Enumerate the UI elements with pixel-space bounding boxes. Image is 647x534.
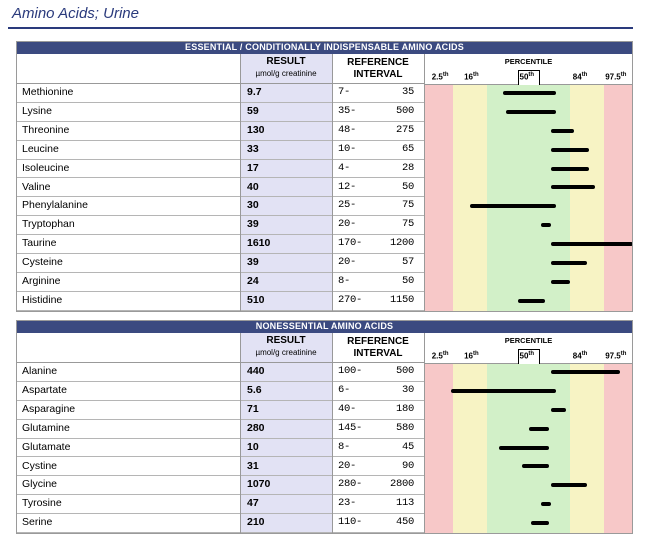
result-value: 33 — [247, 142, 259, 155]
reference-header-line1: REFERENCE — [347, 57, 409, 68]
reference-low: 100- — [338, 365, 363, 377]
reference-low: 6- — [338, 383, 351, 396]
percentile-tick-value: 16 — [464, 72, 474, 82]
reference-high: 45 — [401, 440, 414, 453]
report-title: Amino Acids; Urine — [12, 5, 139, 22]
reference-header-line2: INTERVAL — [353, 69, 403, 80]
analyte-name: Taurine — [22, 237, 57, 250]
result-value: 9.7 — [247, 86, 262, 98]
result-value: 280 — [247, 421, 265, 434]
analyte-name: Alanine — [22, 365, 58, 377]
reference-high: 1150 — [389, 293, 414, 306]
nonessential-amino-acids-panel — [16, 320, 633, 533]
result-header-label: RESULT — [266, 56, 306, 67]
analyte-name: Leucine — [22, 142, 59, 155]
reference-high: 75 — [401, 199, 414, 212]
reference-high: 450 — [395, 516, 414, 529]
reference-high: 580 — [395, 421, 414, 434]
reference-low: 20- — [338, 256, 357, 269]
reference-high: 500 — [395, 365, 414, 377]
result-value: 47 — [247, 497, 259, 510]
percentile-tick-suffix: th — [528, 351, 535, 357]
analyte-name: Tyrosine — [22, 497, 62, 510]
reference-low: 7- — [338, 86, 351, 98]
reference-low: 20- — [338, 459, 357, 472]
section-header: ESSENTIAL / CONDITIONALLY INDISPENSABLE AMINO ACIDS — [16, 41, 633, 54]
reference-high: 275 — [395, 123, 414, 136]
result-value: 10 — [247, 440, 259, 453]
reference-high: 50 — [401, 180, 414, 193]
analyte-name: Cysteine — [22, 256, 63, 269]
percentile-tick-value: 2.5 — [431, 72, 443, 82]
reference-low: 10- — [338, 142, 357, 155]
reference-low: 110- — [338, 516, 363, 529]
reference-low: 23- — [338, 497, 357, 510]
reference-low: 8- — [338, 275, 351, 287]
result-header-unit: µmol/g creatinine — [255, 348, 317, 357]
reference-low: 40- — [338, 402, 357, 415]
analyte-name: Tryptophan — [22, 218, 75, 231]
analyte-name: Histidine — [22, 293, 63, 306]
reference-high: 113 — [395, 497, 414, 510]
result-value: 1610 — [247, 237, 271, 250]
result-value: 440 — [247, 365, 265, 377]
result-value: 130 — [247, 123, 265, 136]
reference-high: 75 — [401, 218, 414, 231]
reference-low: 8- — [338, 440, 351, 453]
reference-header-line1: REFERENCE — [347, 336, 409, 347]
reference-low: 170- — [338, 237, 363, 250]
analyte-name: Glycine — [22, 478, 58, 491]
reference-high: 30 — [401, 383, 414, 396]
table-border — [16, 41, 633, 312]
reference-high: 180 — [395, 402, 414, 415]
reference-low: 145- — [338, 421, 363, 434]
result-value: 30 — [247, 199, 259, 212]
result-value: 24 — [247, 275, 259, 287]
percentile-tick-suffix: th — [473, 72, 479, 78]
analyte-name: Phenylalanine — [22, 199, 88, 212]
result-value: 31 — [247, 459, 259, 472]
analyte-name: Valine — [22, 180, 51, 193]
result-value: 39 — [247, 256, 259, 269]
result-value: 210 — [247, 516, 265, 529]
percentile-tick-value: 2.5 — [431, 351, 443, 361]
result-value: 40 — [247, 180, 259, 193]
analyte-name: Glutamate — [22, 440, 71, 453]
reference-low: 4- — [338, 161, 351, 174]
reference-low: 270- — [338, 293, 363, 306]
result-value: 510 — [247, 293, 265, 306]
reference-high: 50 — [401, 275, 414, 287]
percentile-tick-suffix: th — [620, 72, 627, 78]
result-value: 59 — [247, 104, 259, 117]
result-header-label: RESULT — [266, 335, 306, 346]
percentile-tick-value: 50 — [519, 72, 529, 82]
reference-high: 65 — [401, 142, 414, 155]
percentile-label: PERCENTILE — [504, 57, 553, 66]
analyte-name: Glutamine — [22, 421, 70, 434]
percentile-tick-value: 97.5 — [605, 351, 621, 361]
result-value: 71 — [247, 402, 259, 415]
percentile-tick-value: 16 — [464, 351, 474, 361]
analyte-name: Asparagine — [22, 402, 76, 415]
percentile-tick-value: 84 — [572, 351, 582, 361]
result-value: 5.6 — [247, 383, 262, 396]
reference-header-line2: INTERVAL — [353, 348, 403, 359]
percentile-tick-suffix: th — [473, 351, 479, 357]
title-divider — [8, 27, 633, 29]
result-value: 17 — [247, 161, 259, 174]
analyte-name: Isoleucine — [22, 161, 70, 174]
section-header: NONESSENTIAL AMINO ACIDS — [16, 320, 633, 333]
reference-low: 25- — [338, 199, 357, 212]
reference-high: 35 — [401, 86, 414, 98]
percentile-tick-suffix: th — [528, 72, 535, 78]
percentile-tick-value: 84 — [572, 72, 582, 82]
reference-high: 1200 — [389, 237, 414, 250]
reference-low: 20- — [338, 218, 357, 231]
percentile-tick-suffix: th — [581, 351, 588, 357]
analyte-name: Lysine — [22, 104, 52, 117]
percentile-label: PERCENTILE — [504, 336, 553, 345]
analyte-name: Threonine — [22, 123, 70, 136]
essential-amino-acids-panel — [16, 41, 633, 311]
result-header-unit: µmol/g creatinine — [255, 69, 317, 78]
reference-high: 500 — [395, 104, 414, 117]
reference-high: 2800 — [389, 478, 414, 491]
reference-high: 57 — [401, 256, 414, 269]
analyte-name: Aspartate — [22, 383, 67, 396]
analyte-name: Serine — [22, 516, 53, 529]
analyte-name: Cystine — [22, 459, 58, 472]
percentile-tick-suffix: th — [620, 351, 627, 357]
percentile-tick-suffix: th — [581, 72, 588, 78]
percentile-tick-suffix: th — [442, 72, 449, 78]
reference-low: 12- — [338, 180, 357, 193]
percentile-tick-suffix: th — [442, 351, 449, 357]
percentile-tick-value: 50 — [519, 351, 529, 361]
analyte-name: Arginine — [22, 275, 61, 287]
reference-high: 90 — [401, 459, 414, 472]
reference-high: 28 — [401, 161, 414, 174]
reference-low: 35- — [338, 104, 357, 117]
result-value: 39 — [247, 218, 259, 231]
reference-low: 48- — [338, 123, 357, 136]
result-value: 1070 — [247, 478, 271, 491]
percentile-tick-value: 97.5 — [605, 72, 621, 82]
analyte-name: Methionine — [22, 86, 74, 98]
table-border — [16, 320, 633, 534]
reference-low: 280- — [338, 478, 363, 491]
